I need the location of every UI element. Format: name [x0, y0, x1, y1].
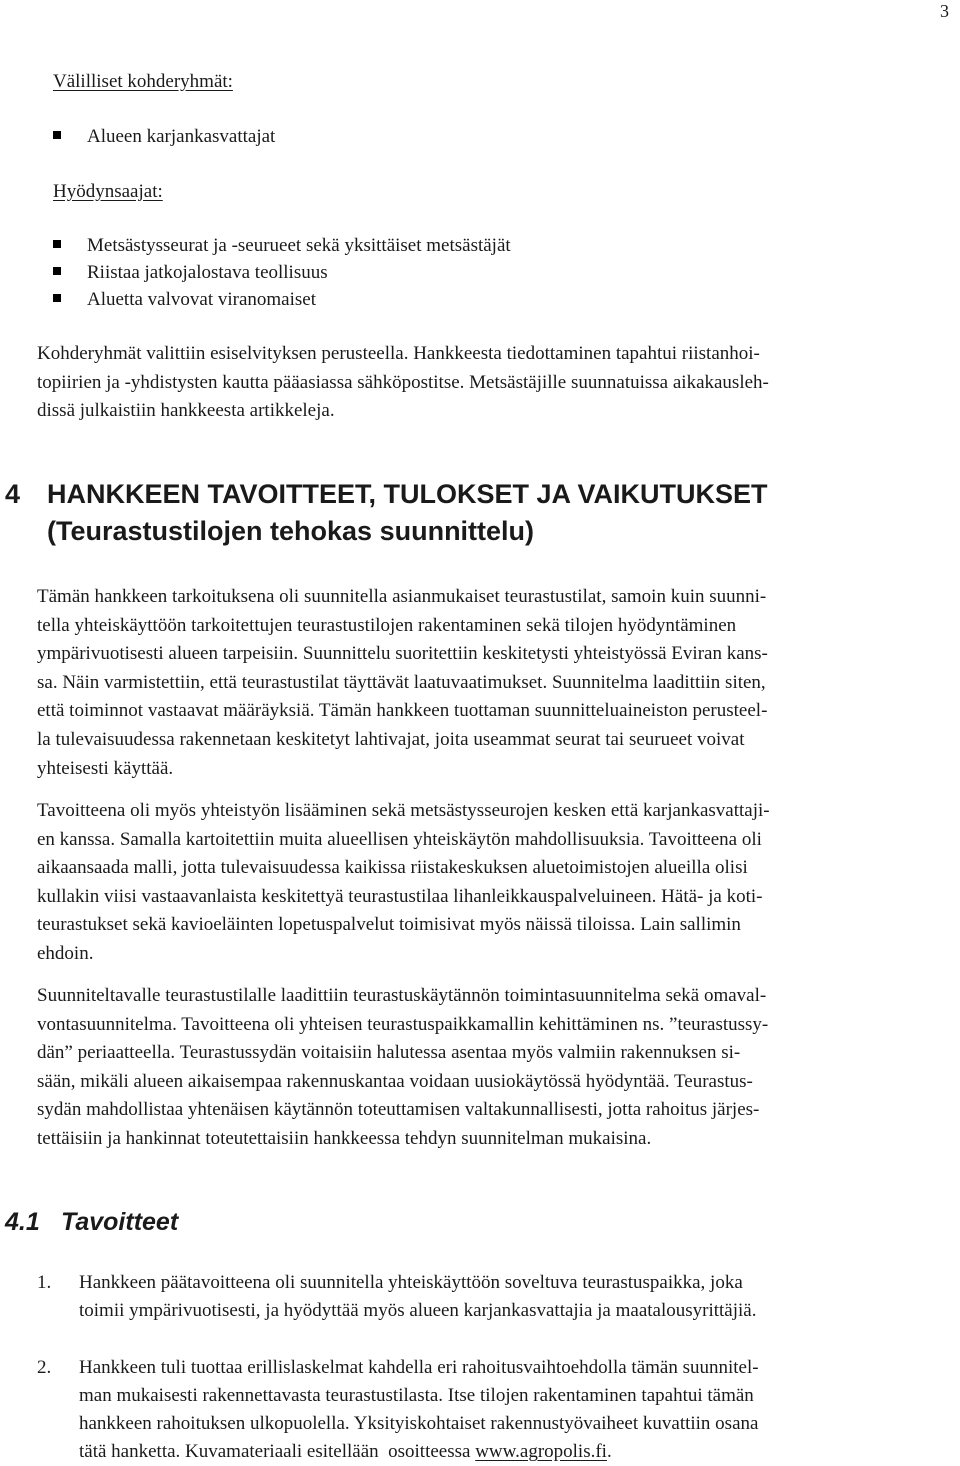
section-title-line2: (Teurastustilojen tehokas suunnittelu) — [47, 516, 535, 546]
section-4-paragraph-3: Suunniteltavalle teurastustilalle laadittiin teurastuskäytännön toimintasuunnitelma sekä omaval- vontasuunnitelma. Tavoitteena oli yhteisen teurastuspaikkamallin kehittäminen ns. ”teurastussy- dän” periaatteella. Teurastussydän voitaisiin halutessa asentaa myös valmiin rakennuksen si- sään, mikäli alueen aikaisempaa rakennuskantaa voidaan uusiokäytössä hyödyntää. Teurastus- sydän mahdollistaa yhtenäisen käytännön toteuttamisen valtakunnallisesti, jotta rahoitus järjes- tettäisiin ja hankinnat toteutettaisiin hankkeessa tehdyn suunnitelman mukaisina. — [37, 985, 769, 1149]
beneficiaries-list — [53, 232, 511, 313]
numbered-item-1: 1. Hankkeen päätavoitteena oli suunnitella yhteiskäyttöön soveltuva teurastuspaikka, joka toimii ympärivuotisesti, ja hyödyttää myös alueen karjankasvattajia ja maatalousyrittäjiä. — [37, 1269, 937, 1325]
section-number: 4.1 — [5, 1208, 40, 1236]
beneficiaries-heading: Hyödynsaajat: — [53, 181, 163, 202]
intro-paragraph: Kohderyhmät valittiin esiselvityksen perusteella. Hankkeesta tiedottaminen tapahtui riistanhoi- topiirien ja -yhdistysten kautta pääasiassa sähköpostitse. Metsästäjille suunnatuissa aikakausleh- dissä julkaistiin hankkeesta artikkeleja. — [37, 343, 769, 422]
section-title: Tavoitteet — [61, 1208, 179, 1236]
list-item: Aluetta valvovat viranomaiset — [53, 286, 511, 313]
list-item: Alueen karjankasvattajat — [53, 123, 275, 150]
section-number: 4 — [5, 479, 21, 509]
item-number: 1. — [37, 1272, 52, 1293]
section-4-paragraph-2: Tavoitteena oli myös yhteistyön lisääminen sekä metsästysseurojen kesken että karjankasvattaji- en kanssa. Samalla kartoitettiin muita alueellisen yhteiskäytön mahdollisuuksia. Tavoitteena oli aikaansaada malli, jotta tulevaisuudessa kaikissa riistakeskuksen aluetoimistojen alueilla olisi kullakin viisi vastaavanlaista keskitettyä teurastustilaa lihanleikkauspalveluineen. Hätä- ja koti- teurastukset sekä kavioeläinten lopetuspalvelut toimisivat myös näissä tiloissa. Lain sallimin ehdoin. — [37, 800, 770, 964]
page-number: 3 — [940, 1, 949, 21]
section-4-paragraph-1: Tämän hankkeen tarkoituksena oli suunnitella asianmukaiset teurastustilat, samoin kuin suunni- tella yhteiskäyttöön tarkoitettujen teurastustilojen rakentaminen sekä tilojen hyödyntäminen ympärivuotisesti alueen tarpeisiin. Suunnittelu suoritettiin keskitetysti yhteistyössä Eviran kans- sa. Näin varmistettiin, että teurastustilat täyttävät laatuvaatimukset. Suunnitelma laadittiin siten, että toiminnot vastaavat määräyksiä. Tämän hankkeen tuottaman suunnitteluaineiston perusteel- la tulevaisuudessa rakennetaan keskitetyt lahtivajat, joita useammat seurat tai seurueet voivat yhteisesti käyttää. — [37, 586, 768, 779]
numbered-item-2: 2. Hankkeen tuli tuottaa erillislaskelmat kahdella eri rahoitusvaihtoehdolla tämän suunnitel- man mukaisesti rakennettavasta teurastustilasta. Itse tilojen rakentaminen tapahtui tämän hankkeen rahoituksen ulkopuolella. Yksityiskohtaiset rakennustyövaiheet kuvattiin osana tätä hanketta. Kuvamateriaali esitellään osoitteessa www.agropolis.fi. — [37, 1354, 937, 1466]
indirect-targets-list — [53, 123, 275, 150]
section-4-1-heading — [5, 1206, 178, 1238]
section-4-heading — [5, 476, 768, 550]
square-bullet-icon — [53, 267, 61, 275]
list-item: Metsästysseurat ja -seurueet sekä yksittäiset metsästäjät — [53, 232, 511, 259]
section-title-line1: HANKKEEN TAVOITTEET, TULOKSET JA VAIKUTUKSET — [47, 479, 768, 509]
item-number: 2. — [37, 1357, 52, 1378]
indirect-targets-heading: Välilliset kohderyhmät: — [53, 71, 233, 92]
agropolis-link[interactable]: www.agropolis.fi — [475, 1441, 607, 1462]
square-bullet-icon — [53, 240, 61, 248]
square-bullet-icon — [53, 294, 61, 302]
square-bullet-icon — [53, 131, 61, 139]
list-item: Riistaa jatkojalostava teollisuus — [53, 259, 511, 286]
